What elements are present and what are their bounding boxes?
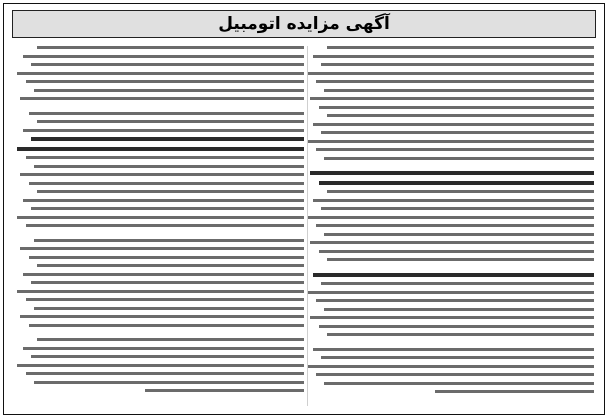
text-line	[31, 355, 304, 358]
text-line	[327, 333, 594, 336]
text-line	[31, 137, 304, 141]
text-line	[307, 72, 594, 75]
text-line	[321, 131, 594, 134]
title-bar	[12, 10, 596, 38]
text-line	[26, 224, 304, 227]
text-line	[34, 381, 304, 384]
text-line	[321, 282, 594, 285]
left-text-column	[14, 46, 304, 406]
text-line	[313, 55, 594, 58]
text-line	[324, 308, 594, 311]
text-line	[324, 157, 594, 160]
text-line	[26, 372, 304, 375]
text-line	[20, 97, 304, 100]
text-line	[307, 291, 594, 294]
text-line	[316, 148, 594, 151]
text-line	[327, 46, 594, 49]
text-line	[313, 273, 594, 277]
text-line	[34, 89, 304, 92]
text-line	[37, 120, 304, 123]
text-line	[435, 390, 595, 393]
text-line	[319, 325, 595, 328]
text-line	[319, 181, 595, 185]
text-line	[313, 123, 594, 126]
text-line	[316, 224, 594, 227]
text-line	[310, 171, 594, 175]
text-line	[319, 106, 595, 109]
column-divider	[307, 46, 308, 406]
text-line	[26, 80, 304, 83]
text-line	[310, 97, 594, 100]
text-line	[324, 233, 594, 236]
text-line	[319, 250, 595, 253]
text-line	[324, 89, 594, 92]
text-line	[37, 264, 304, 267]
text-line	[23, 55, 304, 58]
text-line	[321, 63, 594, 66]
text-line	[316, 299, 594, 302]
notice-title: آگهی مزایده اتومبیل	[218, 14, 390, 34]
text-line	[31, 207, 304, 210]
text-line	[23, 273, 304, 276]
text-line	[34, 239, 304, 242]
text-line	[310, 241, 594, 244]
text-line	[17, 290, 304, 293]
text-line	[324, 382, 594, 385]
text-line	[327, 190, 594, 193]
text-line	[29, 256, 305, 259]
text-line	[17, 364, 304, 367]
notice-frame	[3, 3, 605, 415]
text-line	[17, 72, 304, 75]
text-line	[307, 365, 594, 368]
text-line	[37, 190, 304, 193]
text-line	[37, 338, 304, 341]
text-line	[34, 165, 304, 168]
text-line	[310, 316, 594, 319]
text-line	[23, 347, 304, 350]
text-line	[34, 307, 304, 310]
text-line	[17, 147, 304, 151]
text-line	[316, 80, 594, 83]
right-text-column	[304, 46, 594, 406]
text-line	[313, 348, 594, 351]
text-line	[29, 182, 305, 185]
text-line	[327, 258, 594, 261]
text-line	[20, 173, 304, 176]
text-line	[17, 216, 304, 219]
text-line	[23, 129, 304, 132]
text-line	[31, 281, 304, 284]
text-line	[321, 207, 594, 210]
text-line	[37, 46, 304, 49]
text-line	[316, 373, 594, 376]
text-line	[20, 315, 304, 318]
text-line	[29, 324, 305, 327]
text-line	[313, 199, 594, 202]
text-line	[29, 112, 305, 115]
text-line	[145, 389, 305, 392]
text-line	[20, 247, 304, 250]
text-line	[327, 114, 594, 117]
text-line	[307, 216, 594, 219]
text-line	[26, 298, 304, 301]
text-line	[307, 140, 594, 143]
text-line	[26, 156, 304, 159]
text-line	[321, 356, 594, 359]
text-line	[31, 63, 304, 66]
text-line	[23, 199, 304, 202]
